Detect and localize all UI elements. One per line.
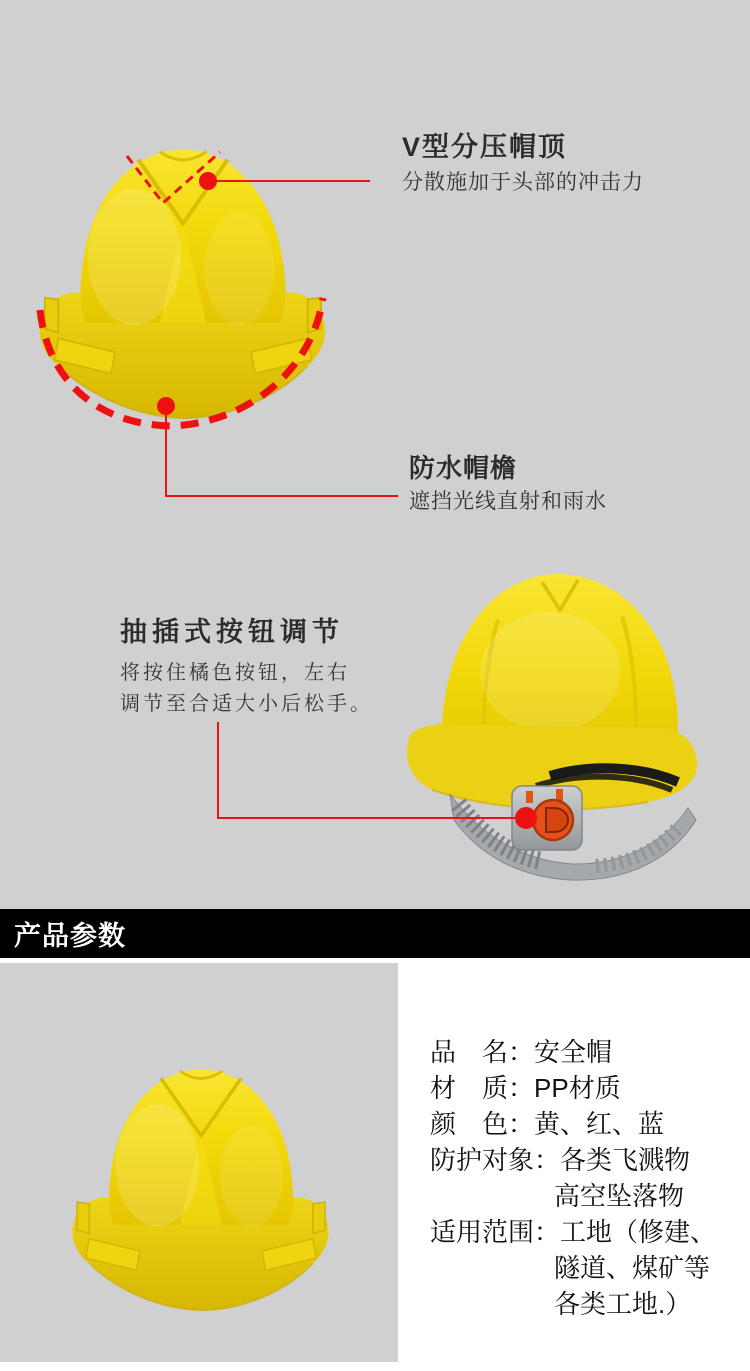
param-label: 材 质： xyxy=(430,1073,535,1103)
param-line xyxy=(430,1070,740,1106)
annotation-button-adjust xyxy=(120,615,373,720)
bottom-section xyxy=(0,958,750,1371)
annotation-desc-line1: 将按住橘色按钮，左右 xyxy=(120,662,350,684)
param-value: 高空坠落物 xyxy=(554,1181,685,1211)
param-line xyxy=(430,1106,740,1142)
helmet-back-icon xyxy=(400,568,718,886)
param-line-continuation xyxy=(430,1286,740,1322)
helmet-front-icon xyxy=(37,138,329,428)
param-value: 安全帽 xyxy=(534,1037,613,1067)
param-value: PP材质 xyxy=(534,1073,621,1103)
helmet-front-photo xyxy=(37,138,329,428)
annotation-title: 抽插式按钮调节 xyxy=(120,617,344,647)
helmet-front-photo-small xyxy=(70,1055,332,1323)
param-line xyxy=(430,1034,740,1070)
annotation-brim xyxy=(409,452,607,515)
annotation-desc: 分散施加于头部的冲击力 xyxy=(402,171,644,194)
annotation-desc-line2: 调节至合适大小后松手。 xyxy=(120,693,373,715)
annotation-v-top xyxy=(402,130,644,196)
annotation-desc: 遮挡光线直射和雨水 xyxy=(409,490,607,513)
param-value: 各类工地.） xyxy=(554,1289,692,1319)
helmet-back-photo xyxy=(400,568,718,886)
param-value: 隧道、煤矿等 xyxy=(554,1253,711,1283)
product-parameters xyxy=(430,1034,740,1322)
param-label: 适用范围： xyxy=(430,1217,561,1247)
param-line xyxy=(430,1214,740,1250)
param-label: 防护对象： xyxy=(430,1145,561,1175)
param-value: 工地（修建、 xyxy=(560,1217,717,1247)
param-value: 黄、红、蓝 xyxy=(534,1109,665,1139)
section-header-bar xyxy=(0,909,750,958)
param-line xyxy=(430,1142,740,1178)
param-line-continuation xyxy=(430,1250,740,1286)
param-value: 各类飞溅物 xyxy=(560,1145,691,1175)
helmet-front-icon xyxy=(70,1055,332,1323)
annotation-desc xyxy=(120,658,373,720)
annotation-title: V型分压帽顶 xyxy=(402,132,568,162)
param-label: 品 名： xyxy=(430,1037,535,1067)
section-title: 产品参数 xyxy=(14,921,126,951)
annotation-title: 防水帽檐 xyxy=(409,453,518,483)
product-photo-panel xyxy=(0,963,398,1362)
param-line-continuation xyxy=(430,1178,740,1214)
param-label: 颜 色： xyxy=(430,1109,535,1139)
